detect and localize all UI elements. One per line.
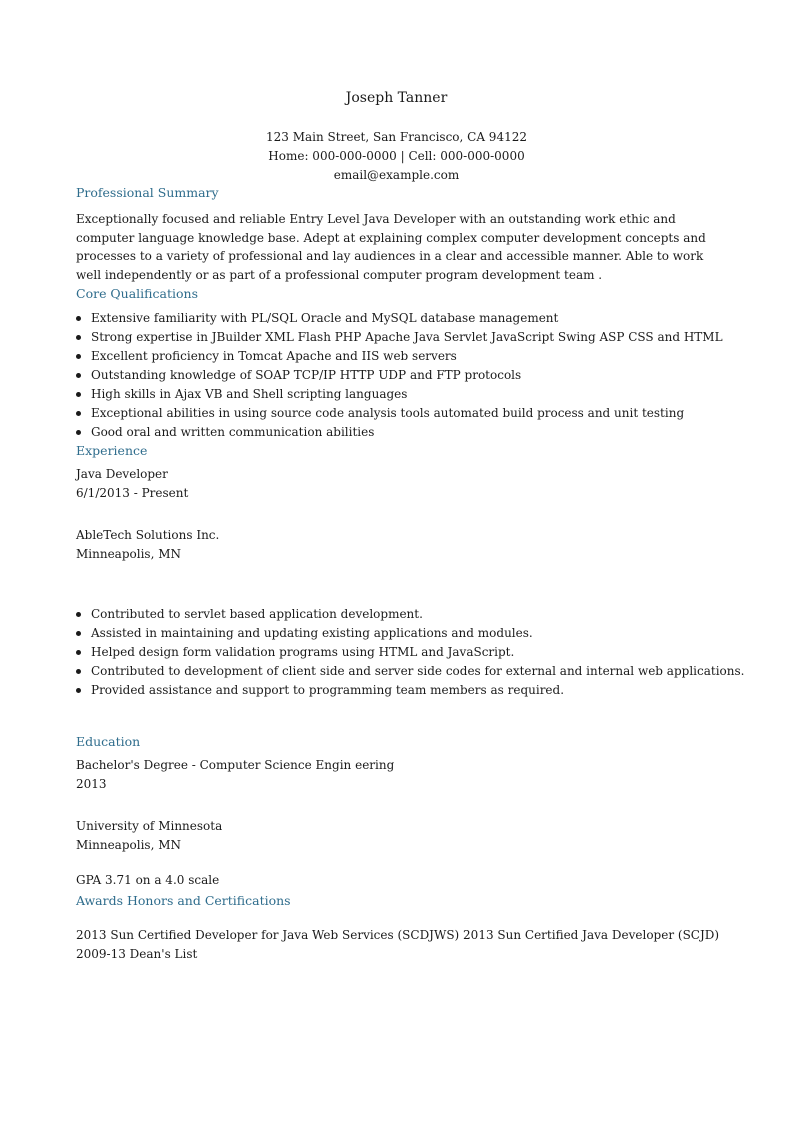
list-item: Excellent proficiency in Tomcat Apache and IIS web servers [76,347,723,366]
list-item: Assisted in maintaining and updating existing applications and modules. [76,624,744,643]
bullet-icon [76,354,81,359]
section-heading-awards: Awards Honors and Certifications [76,893,291,908]
bullet-icon [76,669,81,674]
list-item: Provided assistance and support to programming team members as required. [76,681,744,700]
email: email@example.com [333,168,460,182]
bullet-icon [76,316,81,321]
experience-list [76,605,744,700]
qualifications-list [76,309,723,442]
list-item: Strong expertise in JBuilder XML Flash PHP Apache Java Servlet JavaScript Swing ASP CSS and HTML [76,328,723,347]
address: 123 Main Street, San Francisco, CA 94122 [266,130,527,144]
section-heading-education: Education [76,734,141,749]
gpa: GPA 3.71 on a 4.0 scale [76,873,220,887]
bullet-icon [76,631,81,636]
bullet-icon [76,650,81,655]
graduation-year: 2013 [76,777,107,791]
list-item: Exceptional abilities in using source code analysis tools automated build process and unit testing [76,404,723,423]
list-item: Helped design form validation programs using HTML and JavaScript. [76,643,744,662]
list-item: Contributed to servlet based application development. [76,605,744,624]
list-item: Outstanding knowledge of SOAP TCP/IP HTTP UDP and FTP protocols [76,366,723,385]
school-location: Minneapolis, MN [76,838,181,852]
company-location: Minneapolis, MN [76,547,181,561]
bullet-icon [76,612,81,617]
list-item: Good oral and written communication abilities [76,423,723,442]
job-dates: 6/1/2013 - Present [76,486,189,500]
bullet-icon [76,430,81,435]
bullet-icon [76,392,81,397]
phone-numbers: Home: 000-000-0000 | Cell: 000-000-0000 [268,149,525,163]
list-item: Contributed to development of client side and server side codes for external and internal web applications. [76,662,744,681]
section-heading-experience: Experience [76,443,148,458]
bullet-icon [76,411,81,416]
bullet-icon [76,335,81,340]
list-item: Extensive familiarity with PL/SQL Oracle and MySQL database management [76,309,723,328]
bullet-icon [76,373,81,378]
school-name: University of Minnesota [76,819,223,833]
candidate-name: Joseph Tanner [345,90,448,106]
bullet-icon [76,688,81,693]
company-name: AbleTech Solutions Inc. [76,528,220,542]
job-title: Java Developer [76,467,168,481]
awards-text: 2013 Sun Certified Developer for Java Web Services (SCDJWS) 2013 Sun Certified Java Developer (SCJD) 2009-13 Dean's List [76,928,720,961]
summary-paragraph: Exceptionally focused and reliable Entry Level Java Developer with an outstanding work ethic and computer language knowledge base. Adept at explaining complex computer development concepts and processes to a variety of professional and lay audiences in a clear and accessible manner. Able to work well independently or as part of a professional computer program development team . [76,212,706,283]
degree: Bachelor's Degree - Computer Science Engin eering [76,758,395,772]
list-item: High skills in Ajax VB and Shell scripting languages [76,385,723,404]
section-heading-summary: Professional Summary [76,185,219,200]
section-heading-qualifications: Core Qualifications [76,286,198,301]
